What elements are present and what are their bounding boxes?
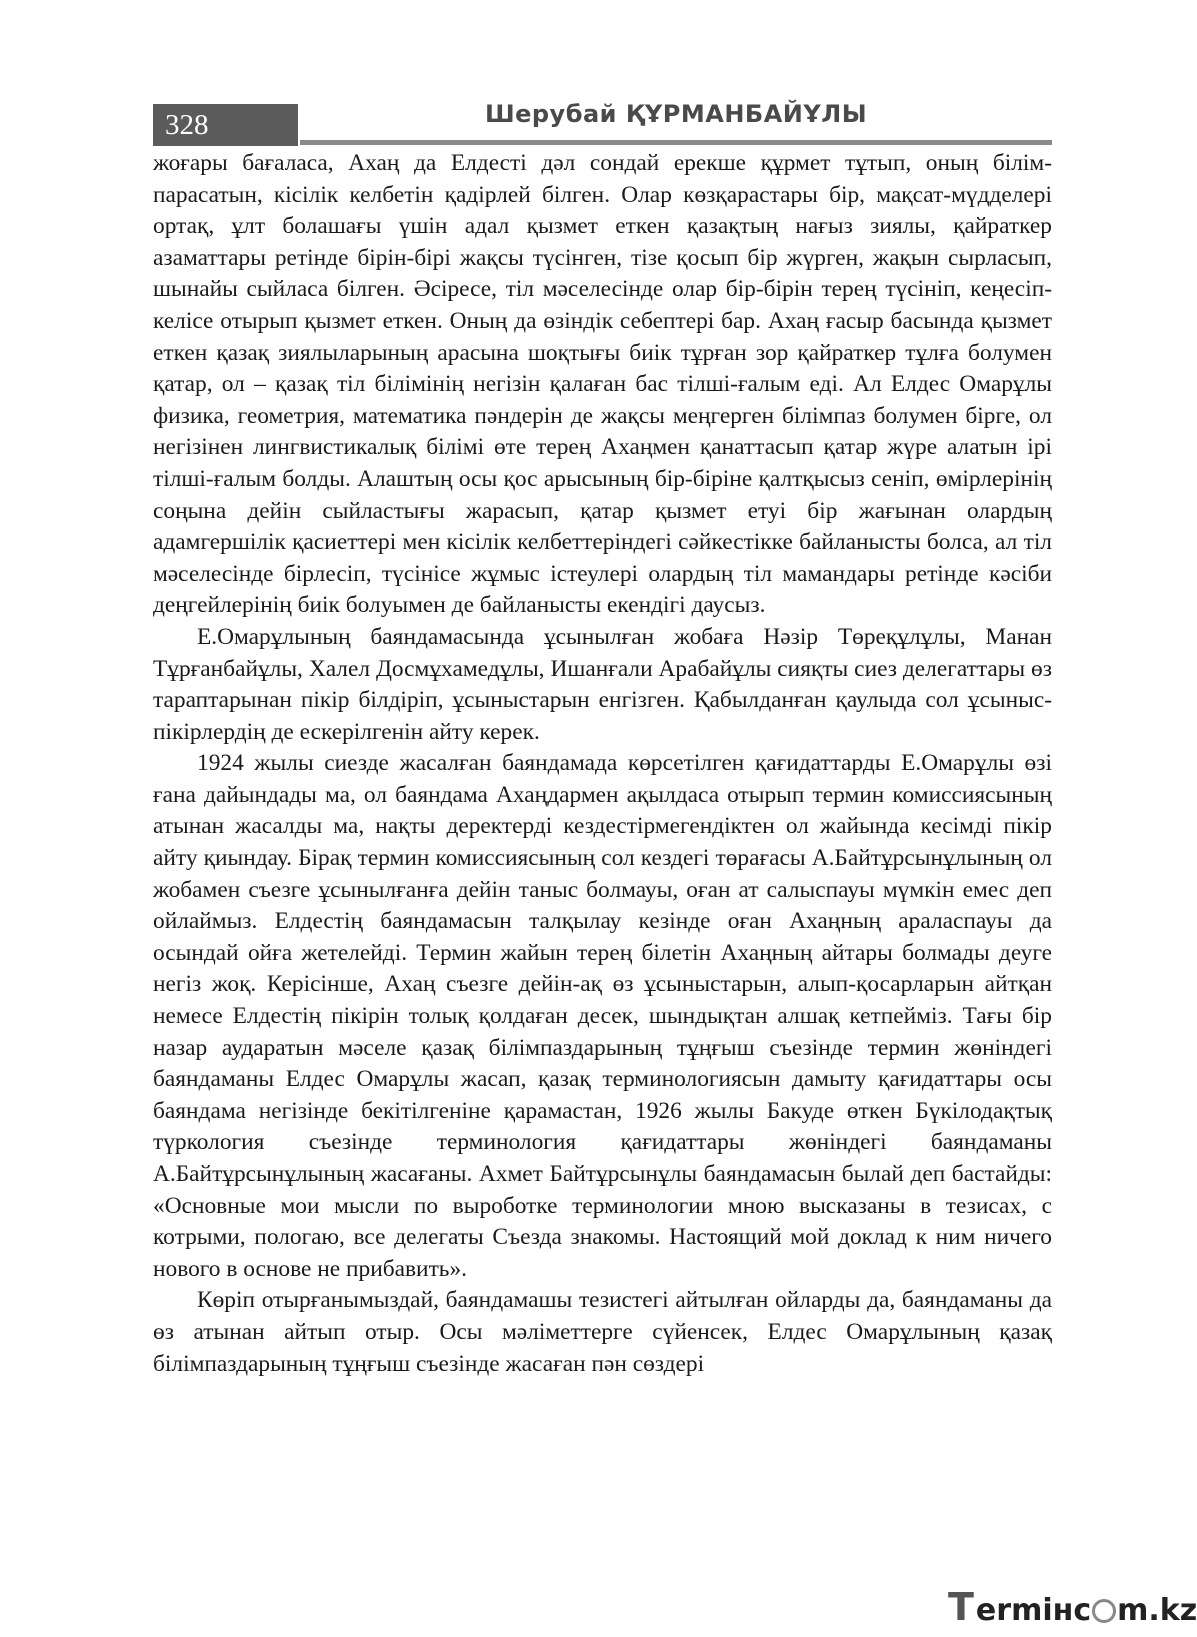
header-rule bbox=[300, 140, 1052, 145]
watermark-o-circle-icon bbox=[1092, 1599, 1116, 1623]
running-title: Шерубай ҚҰРМАНБАЙҰЛЫ bbox=[484, 100, 868, 128]
paragraph: жоғары бағаласа, Ахаң да Елдесті дәл сондай ерекше құрмет тұтып, оның білім-парасатын, кісілік келбетін қадірлей білген. Олар көзқарастары бір, мақсат-мүдделері ортақ, ұлт болашағы үшін адал қызмет еткен қазақтың нағыз зиялы, қайраткер азаматтары ретінде бірін-бірі жақсы түсінген, тізе қосып бір жүрген, жақын сырласып, шынайы сыйласа білген. Әсіресе, тіл мәселесінде олар бір-бірін терең түсініп, кеңесіп-келісе отырып қызмет еткен. Оның да өзіндік себептері бар. Ахаң ғасыр басында қызмет еткен қазақ зиялыларының арасына шоқтығы биік тұрған зор қайраткер тұлға болумен қатар, ол – қазақ тіл білімінің негізін қалаған бас тілші-ғалым еді. Ал Елдес Омарұлы физика, геометрия, математика пәндерін де жақсы меңгерген білімпаз болумен бірге, ол негізінен лингвистикалық білімі өте терең Ахаңмен қанаттасып қатар жүре алатын ірі тілші-ғалым болды. Алаштың осы қос арысының бір-біріне қалтқысыз сеніп, өмірлерінің соңына дейін сыйластығы жарасып, қатар қызмет етуі бір жағынан олардың адамгершілік қасиеттері мен кісілік келбеттеріндегі сәйкестікке байланысты болса, ал тіл мәселесінде бірлесіп, түсінісе жұмыс істеулері олардың тіл мамандары ретінде кәсіби деңгейлерінің биік болуымен де байланысты екендігі даусыз. bbox=[153, 150, 1052, 619]
watermark-middle: ermінc bbox=[975, 1593, 1092, 1628]
paragraph: Көріп отырғанымыздай, баяндамашы тезистегі айтылған ойларды да, баяндаманы да өз атынан айтып отыр. Осы мәліметтерге сүйенсек, Елдес Омарұлының қазақ білімпаздарының тұңғыш съезінде жасаған пән сөздері bbox=[153, 1287, 1052, 1377]
page-number: 328 bbox=[153, 104, 298, 146]
watermark-last: m.kz bbox=[1117, 1593, 1197, 1628]
paragraph: Е.Омарұлының баяндамасында ұсынылған жобаға Нәзір Төреқұлұлы, Манан Тұрғанбайұлы, Халел Досмұхамедұлы, Ишанғали Арабайұлы сияқты сиез делегаттары өз тараптарынан пікір білдіріп, ұсыныстарын енгізген. Қабылданған қаулыда сол ұсыныс-пікірлердің де ескерілгенін айту керек. bbox=[153, 623, 1052, 745]
termincom-watermark bbox=[948, 1585, 1197, 1629]
watermark-t: T bbox=[948, 1585, 974, 1629]
paragraph: 1924 жылы сиезде жасалған баяндамада көрсетілген қағидаттарды Е.Омарұлы өзі ғана дайындады ма, ол баяндама Ахаңдармен ақылдаса отырып термин комиссиясының атынан жасалды ма, нақты деректерді кездестірмегендіктен ол жайында кесімді пікір айту қиындау. Бірақ термин комиссиясының сол кездегі төрағасы А.Байтұрсынұлының ол жобамен съезге ұсынылғанға дейін таныс болмауы, оған ат салыспауы мүмкін емес деп ойлаймыз. Елдестің баяндамасын талқылау кезінде оған Ахаңның араласпауы да осындай ойға жетелейді. Термин жайын терең білетін Ахаңның айтары болмады деуге негіз жоқ. Керісінше, Ахаң съезге дейін-ақ өз ұсыныстарын, алып-қосарларын айтқан немесе Елдестің пікірін толық қолдаған десек, шындықтан алшақ кетпейміз. Тағы бір назар аударатын мәселе қазақ білімпаздарының тұңғыш съезінде термин жөніндегі баяндаманы Елдес Омарұлы жасап, қазақ терминологиясын дамыту қағидаттары осы баяндама негізінде бекітілгеніне қарамастан, 1926 жылы Бакуде өткен Бүкілодақтық түркология съезінде терминология қағидаттары жөніндегі баяндаманы А.Байтұрсынұлының жасағаны. Ахмет Байтұрсынұлы баяндамасын былай деп бастайды: «Основные мои мысли по выроботке терминологии мною высказаны в тезисах, с котрыми, пологаю, все делегаты Съезда знакомы. Настоящий мой доклад к ним ничего нового в основе не прибавить». bbox=[153, 750, 1052, 1282]
body-text bbox=[153, 148, 1052, 1380]
